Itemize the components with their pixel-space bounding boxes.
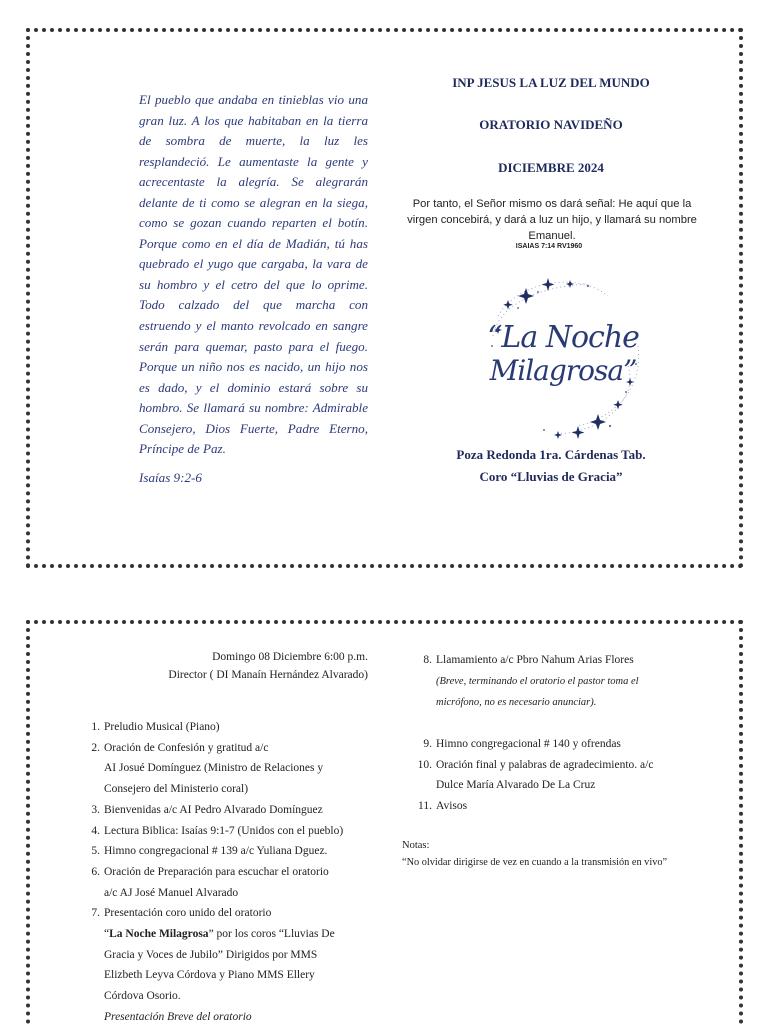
program-item (84, 738, 369, 800)
item-number: 10. (417, 758, 432, 771)
item-number: 1. (91, 721, 100, 733)
program-list-right (416, 650, 716, 713)
item-number: 3. (91, 803, 100, 816)
program-list-right-continued (416, 734, 716, 817)
item-number: 2. (91, 741, 100, 754)
item-number: 4. (91, 824, 100, 837)
item-number: 6. (91, 865, 100, 878)
notes-text: “No olvidar dirigirse de vez en cuando a la transmisión en vivo” (402, 857, 668, 868)
event-location: Poza Redonda 1ra. Cárdenas Tab. (456, 447, 646, 462)
quote-open: “ (104, 928, 110, 941)
oratorio-logo (478, 266, 648, 442)
item-number: 5. (91, 845, 100, 858)
item-text: Oración de Confesión y gratitud a/c (104, 741, 269, 754)
logo-text-line2: Milagrosa” (489, 354, 637, 387)
item-subtext: Gracia y Voces de Jubilo” Dirigidos por MMS (104, 948, 318, 961)
item-text: Lectura Biblica: Isaías 9:1-7 (Unidos con el pueblo) (104, 824, 344, 837)
event-date: DICIEMBRE 2024 (498, 160, 604, 175)
item-note: micrófono, no es necesario anunciar). (436, 696, 597, 708)
item-subtext: Córdova Osorio. (104, 990, 181, 1003)
choir-name: Coro “Lluvias de Gracia” (479, 469, 623, 484)
oratorio-title: La Noche Milagrosa (109, 928, 209, 941)
item-text: Himno congregacional # 139 a/c Yuliana Dguez. (104, 845, 328, 858)
program-item (84, 717, 369, 738)
item-number: 11. (418, 800, 432, 813)
item-note: (Breve, terminando el oratorio el pastor toma el (436, 675, 639, 687)
item-text: Bienvenidas a/c AI Pedro Alvarado Domínguez (104, 803, 323, 816)
program-item (416, 755, 716, 796)
logo-text-line1: “La Noche (487, 320, 639, 355)
item-text: Oración de Preparación para escuchar el oratorio (104, 865, 329, 878)
item-subtext: Dulce María Alvarado De La Cruz (436, 779, 596, 792)
item-subtext: a/c AJ José Manuel Alvarado (104, 886, 239, 899)
organization-title: INP JESUS LA LUZ DEL MUNDO (452, 75, 650, 90)
item-subtext: Elizbeth Leyva Córdova y Piano MMS Ellery (104, 969, 315, 982)
verse-text: El pueblo que andaba en tinieblas vio una gran luz. A los que habitaban en la tierra de sombra de muerte, la luz les resplandeció. Le aumentaste la gente y acrecentaste la alegría. Se alegrarán delante de ti como se alegran en la siega, como se gozan cuando reparten el botín. Porque como en el día de Madián, tú has quebrado el yugo que cargaba, la vara de su hombro y el cetro del que lo oprime. Todo calzado del que marcha con estruendo y el manto revolcado en sangre serán para quemar, pasto para el fuego. Porque un niño nos es nacido, un hijo nos es dado, y el dominio estará sobre su hombro. Se llamará su nombre: Admirable Consejero, Dios Fuerte, Padre Eterno, Príncipe de Paz. (139, 92, 368, 457)
program-item (84, 903, 369, 1024)
item-text: Presentación coro unido del oratorio (104, 907, 272, 920)
item-number: 9. (423, 738, 432, 750)
item-subtext: Consejero del Ministerio coral) (104, 783, 249, 796)
item-text: Himno congregacional # 140 y ofrendas (436, 738, 621, 750)
item-number: 7. (91, 907, 100, 920)
program-item (416, 734, 716, 755)
program-item (416, 650, 716, 713)
quote-rest: ” por los coros “Lluvias De (208, 928, 335, 941)
notes-label: Notas: (402, 840, 430, 851)
item-text: Oración final y palabras de agradecimiento. a/c (436, 758, 654, 771)
item-text: Preludio Musical (Piano) (104, 721, 220, 733)
event-title: ORATORIO NAVIDEÑO (479, 117, 623, 132)
item-text: Avisos (436, 800, 468, 813)
program-item (84, 800, 369, 821)
item-subtext: AI Josué Domínguez (Ministro de Relaciones y (104, 762, 324, 775)
program-item (84, 862, 369, 903)
schedule-date: Domingo 08 Diciembre 6:00 p.m. (212, 651, 368, 663)
item-text: Llamamiento a/c Pbro Nahum Arias Flores (436, 654, 634, 666)
item-number: 8. (423, 654, 432, 666)
schedule-director: Director ( DI Manaín Hernández Alvarado) (168, 669, 368, 681)
scripture-quote: Por tanto, el Señor mismo os dará señal: He aquí que la virgen concebirá, y dará a luz un hijo, y llamará su nombre Emanuel. (407, 198, 697, 242)
item-subtext (104, 924, 369, 945)
program-list-left (84, 717, 369, 1024)
program-item (84, 821, 369, 842)
program-item (416, 796, 716, 817)
verse-reference: Isaías 9:2-6 (139, 470, 202, 485)
item-subtext: Presentación Breve del oratorio (104, 1010, 252, 1023)
scripture-quote-reference: ISAIAS 7:14 RV1960 (515, 243, 583, 250)
program-item (84, 841, 369, 862)
